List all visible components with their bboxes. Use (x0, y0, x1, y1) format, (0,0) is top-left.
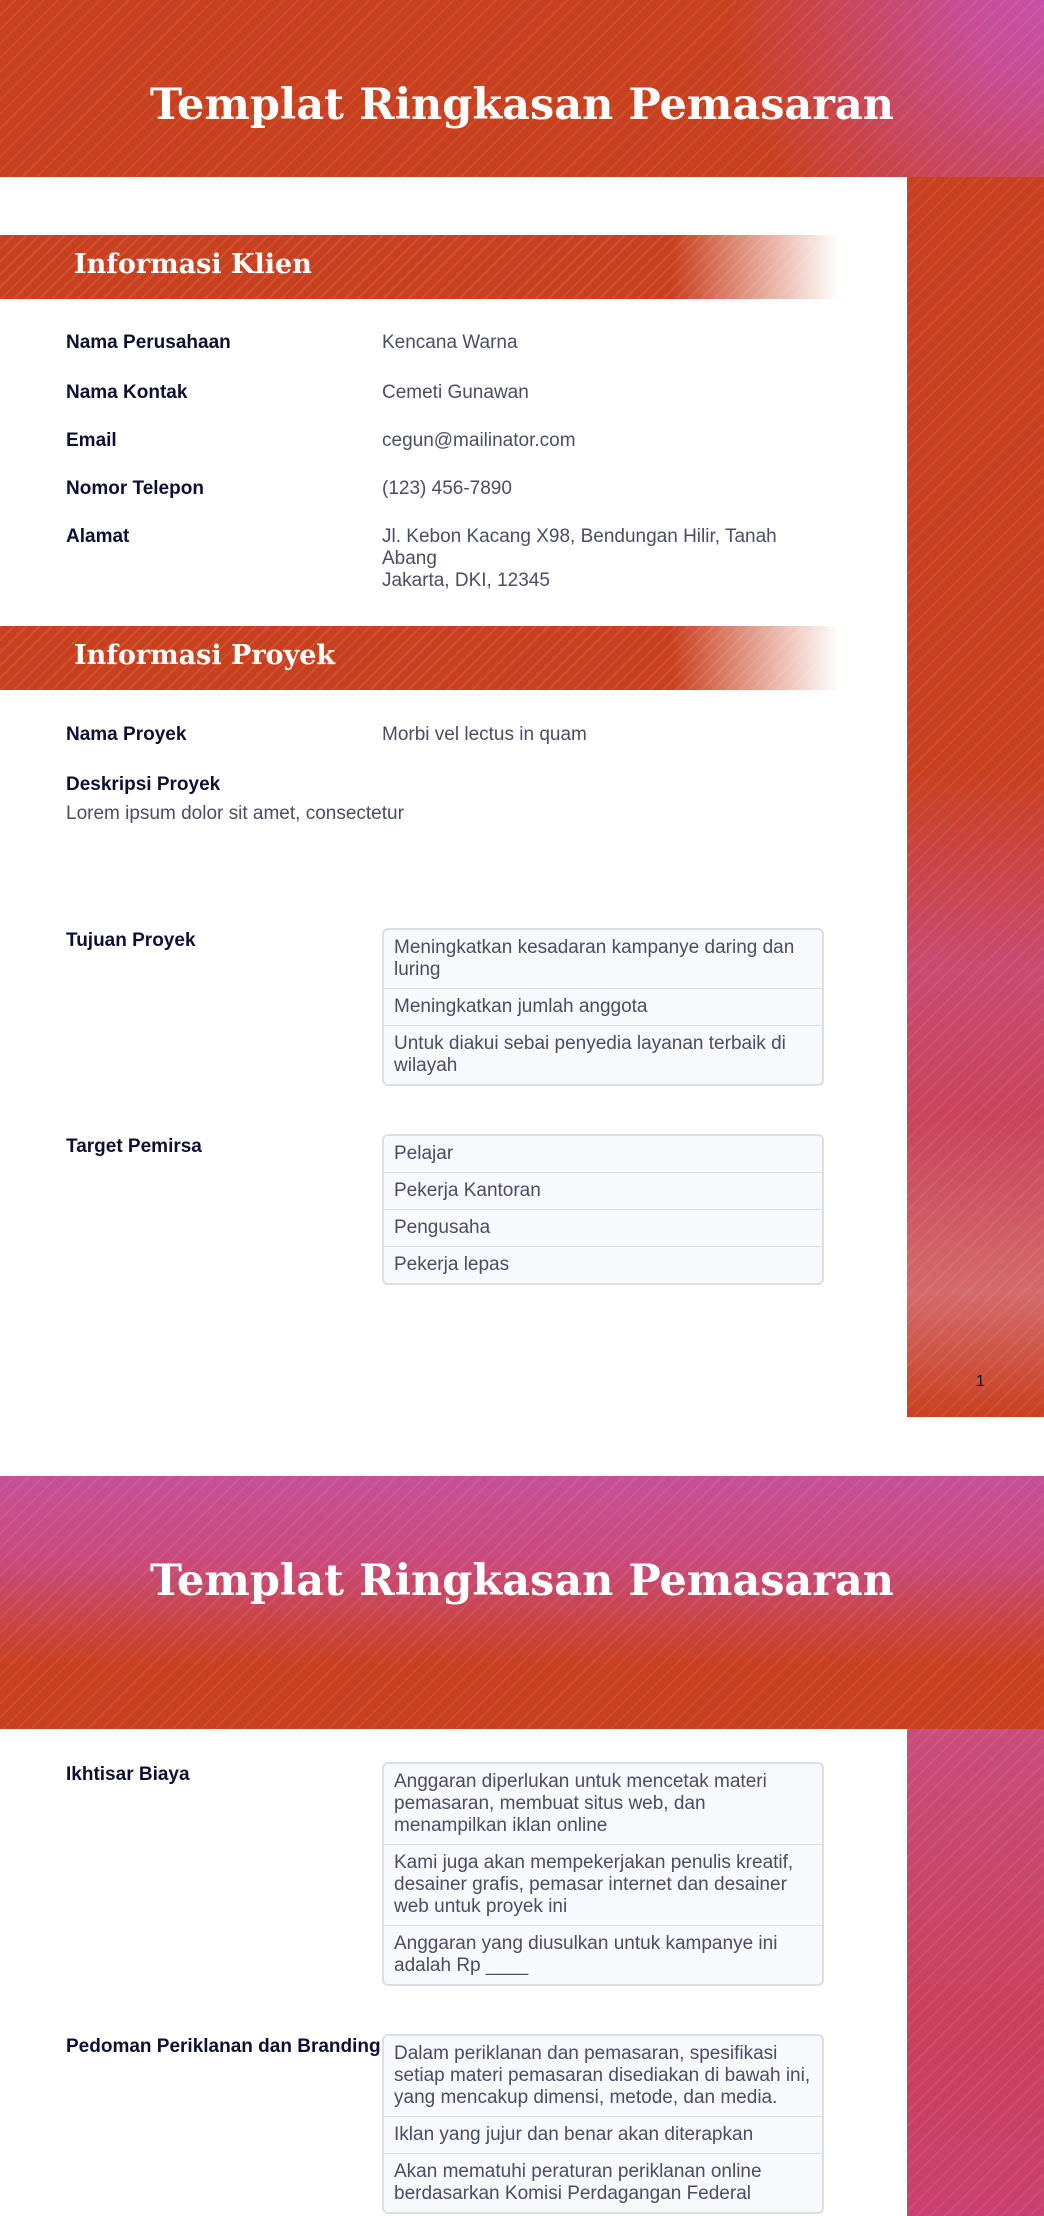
page-2 (0, 1476, 1044, 2216)
list-item: Akan mematuhi peraturan periklanan online berdasarkan Komisi Perdagangan Federal (384, 2153, 822, 2212)
list-item: Pekerja Kantoran (384, 1172, 822, 1209)
client-section-header (0, 235, 840, 299)
list-item: Dalam periklanan dan pemasaran, spesifikasi setiap materi pemasaran disediakan di bawah ini, yang mencakup dimensi, metode, dan media. (394, 2043, 811, 2108)
page-header (0, 0, 1044, 177)
page-number: 1 (976, 1373, 985, 1390)
page-header (0, 1476, 1044, 1729)
email-value: cegun@mailinator.com (382, 430, 576, 451)
project-description-value: Lorem ipsum dolor sit amet, consectetur (66, 803, 404, 824)
cost-overview-list (382, 1762, 824, 1986)
project-description-label: Deskripsi Proyek (66, 774, 221, 795)
list-item: Untuk diakui sebai penyedia layanan terbaik di wilayah (384, 1025, 822, 1084)
list-item: Meningkatkan kesadaran kampanye daring dan luring (394, 937, 795, 980)
address-line: Jakarta, DKI, 12345 (382, 570, 550, 591)
advertising-guidelines-list (382, 2034, 824, 2214)
contact-name-label: Nama Kontak (66, 382, 188, 403)
address-value (382, 526, 822, 592)
project-goals-list (382, 928, 824, 1086)
phone-label: Nomor Telepon (66, 478, 204, 499)
document-title: Templat Ringkasan Pemasaran (149, 80, 895, 130)
address-line: Jl. Kebon Kacang X98, Bendungan Hilir, Tanah (382, 526, 777, 547)
list-item: Pengusaha (384, 1209, 822, 1246)
advertising-guidelines-label: Pedoman Periklanan dan Branding (66, 2036, 381, 2057)
list-item: Iklan yang jujur dan benar akan diterapkan (384, 2116, 822, 2153)
document-title: Templat Ringkasan Pemasaran (149, 1556, 895, 1606)
list-item: Pelajar (394, 1143, 454, 1164)
address-label: Alamat (66, 526, 130, 547)
project-name-label: Nama Proyek (66, 724, 187, 745)
project-section-title: Informasi Proyek (74, 640, 336, 671)
list-item: Anggaran yang diusulkan untuk kampanye ini adalah Rp ____ (384, 1925, 822, 1984)
email-label: Email (66, 430, 117, 451)
decorative-sidebar (907, 177, 1044, 1417)
company-name-label: Nama Perusahaan (66, 332, 231, 353)
project-section-header (0, 626, 840, 690)
list-item: Kami juga akan mempekerjakan penulis kreatif, desainer grafis, pemasar internet dan desainer web untuk proyek ini (384, 1844, 822, 1925)
company-name-value: Kencana Warna (382, 332, 518, 353)
decorative-sidebar (907, 1729, 1044, 2216)
address-line: Abang (382, 548, 437, 569)
phone-value: (123) 456-7890 (382, 478, 512, 499)
target-audience-label: Target Pemirsa (66, 1136, 202, 1157)
project-name-value: Morbi vel lectus in quam (382, 724, 587, 745)
list-item: Pekerja lepas (384, 1246, 822, 1283)
project-goals-label: Tujuan Proyek (66, 930, 196, 951)
client-section-title: Informasi Klien (74, 249, 312, 280)
cost-overview-label: Ikhtisar Biaya (66, 1764, 190, 1785)
target-audience-list (382, 1134, 824, 1285)
contact-name-value: Cemeti Gunawan (382, 382, 529, 403)
list-item: Meningkatkan jumlah anggota (384, 988, 822, 1025)
list-item: Anggaran diperlukan untuk mencetak materi pemasaran, membuat situs web, dan menampilkan iklan online (394, 1771, 767, 1836)
